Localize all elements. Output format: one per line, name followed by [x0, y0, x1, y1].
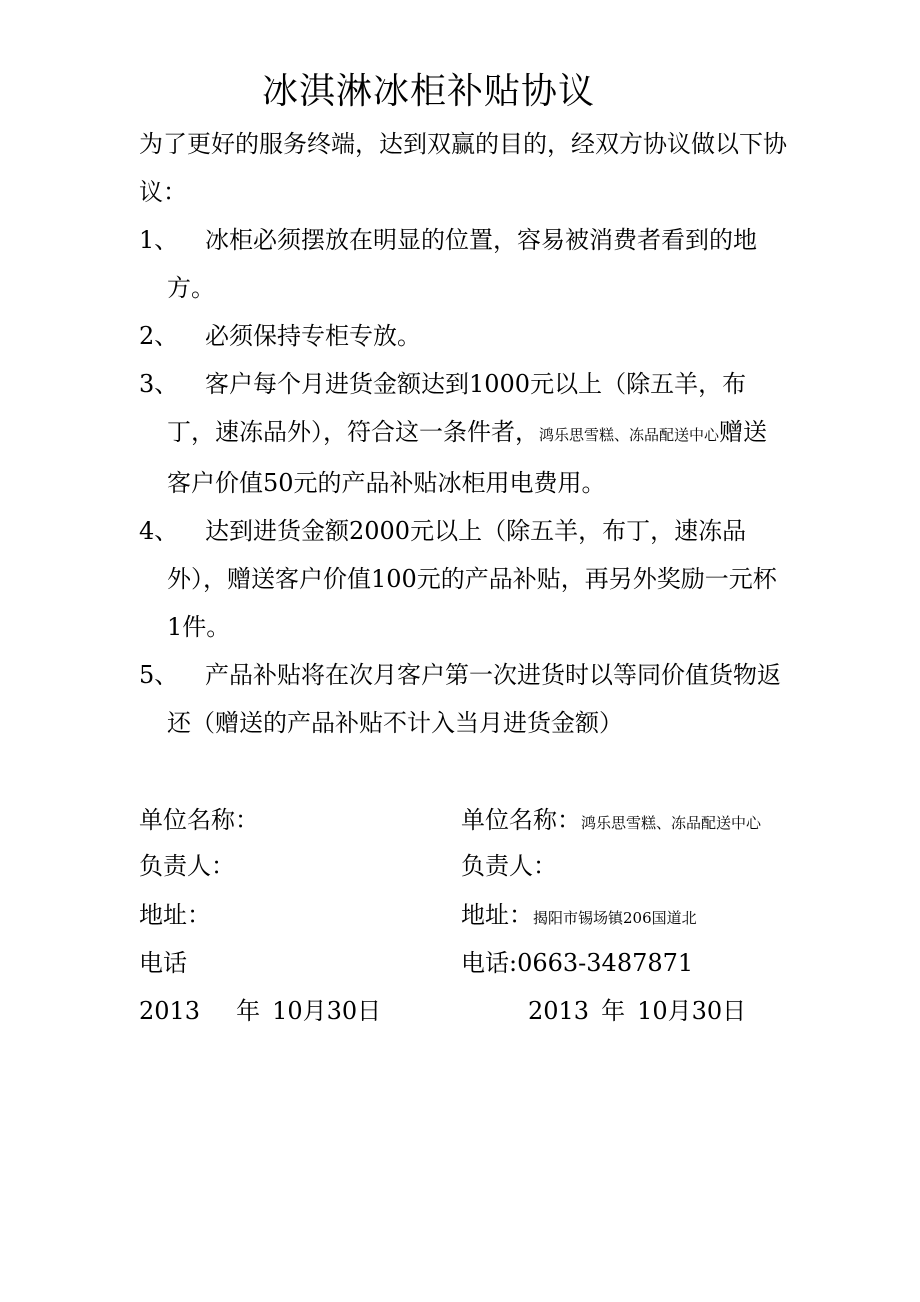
left-address-label: 地址：	[139, 901, 211, 929]
right-unit-name	[461, 796, 761, 847]
left-unit-name-label: 单位名称：	[139, 806, 259, 834]
term-text: 必须保持专柜专放。	[205, 322, 421, 350]
left-date-year: 2013	[139, 997, 201, 1025]
term-item-1	[139, 216, 789, 312]
left-person-label: 负责人：	[139, 852, 235, 880]
term-number: 1、	[139, 226, 179, 254]
right-phone-value: 0663-3487871	[517, 949, 694, 977]
right-date-month: 10月	[637, 997, 692, 1025]
term-number: 3、	[139, 370, 179, 398]
left-date	[139, 987, 381, 1035]
right-date-day: 30日	[691, 997, 747, 1025]
distributor-name-inline: 鸿乐思雪糕、冻品配送中心	[539, 426, 720, 444]
term-item-3	[139, 360, 789, 507]
intro-paragraph: 为了更好的服务终端，达到双赢的目的，经双方协议做以下协议：	[139, 130, 787, 206]
right-date-year: 2013	[528, 997, 590, 1025]
term-text: 产品补贴将在次月客户第一次进货时以等同价值货物返还（赠送的产品补贴不计入当月进货金额）	[167, 661, 781, 737]
agreement-body	[139, 120, 789, 747]
right-date-year-unit: 年	[601, 997, 626, 1025]
term-item-5	[139, 651, 789, 747]
left-date-day: 30日	[326, 997, 382, 1025]
term-item-2	[139, 312, 789, 360]
term-item-4	[139, 507, 789, 651]
right-address-value: 揭阳市锡场镇206国道北	[533, 909, 697, 927]
right-address	[461, 891, 697, 942]
term-text	[167, 360, 789, 507]
right-phone	[461, 939, 693, 987]
term-text: 达到进货金额2000元以上（除五羊，布丁，速冻品外），赠送客户价值100元的产品补贴，再另外奖励一元杯1件。	[167, 517, 777, 641]
term-number: 5、	[139, 661, 179, 689]
term-text: 冰柜必须摆放在明显的位置，容易被消费者看到的地方。	[167, 226, 757, 302]
left-phone-label: 电话	[139, 949, 187, 977]
terms-list	[139, 216, 789, 747]
right-date	[528, 987, 746, 1035]
right-address-label: 地址：	[461, 901, 533, 929]
term-number: 2、	[139, 322, 179, 350]
term-number: 4、	[139, 517, 179, 545]
right-unit-name-label: 单位名称：	[461, 806, 581, 834]
right-unit-name-value: 鸿乐思雪糕、冻品配送中心	[581, 814, 762, 832]
left-date-month: 10月	[272, 997, 327, 1025]
term-text-part-a: 客户每个月进货金额达到1000元以上（除五羊，布丁，速冻品外），符合这一条件者，	[167, 370, 747, 446]
left-date-year-unit: 年	[236, 997, 261, 1025]
right-person-label: 负责人：	[461, 852, 557, 880]
right-phone-label: 电话:	[461, 949, 518, 977]
document-title: 冰淇淋冰柜补贴协议	[262, 71, 596, 112]
term-text-part-b: 赠送客户价值50元的产品补贴冰柜用电费用。	[167, 418, 768, 497]
